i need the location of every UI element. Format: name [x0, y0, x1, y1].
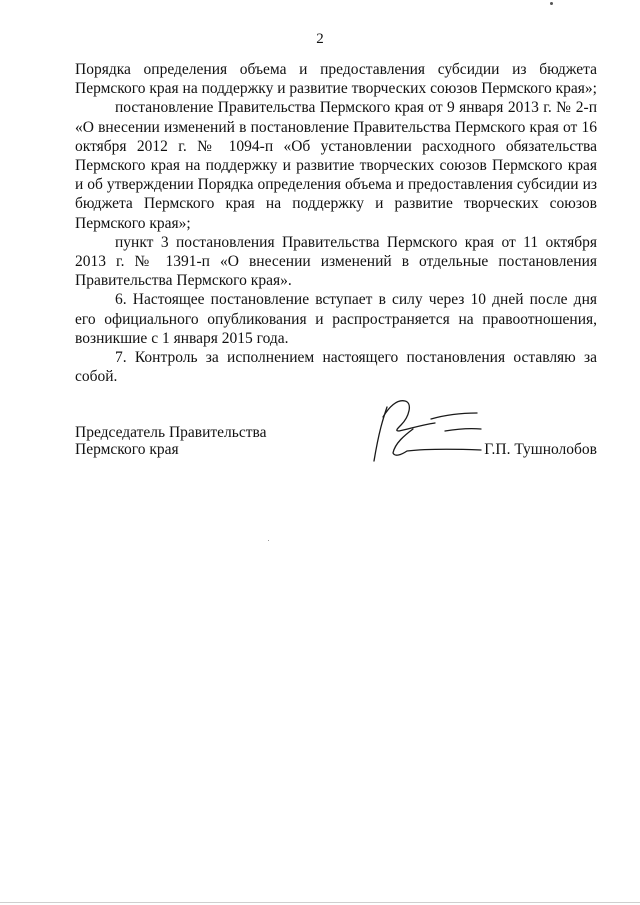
scan-speck: [268, 540, 269, 541]
signature-stroke: [383, 401, 435, 431]
paragraph-resolution-2-p: постановление Правительства Пермского края от 9 января 2013 г. № 2-п «О внесении изменений в постановление Правительства Пермского края от 16 октября 2012 г. № 1094-п «Об установлении расходного обязательства Пермского края на поддержку и развитие творческих союзов Пермского края и об утверждении Порядка определения объема и предоставления субсидии из бюджета Пермского края на поддержку и развитие творческих союзов Пермского края»;: [75, 99, 597, 232]
page-number: 2: [316, 31, 324, 47]
paragraph-continuation: Порядка определения объема и предоставления субсидии из бюджета Пермского края на поддержку и развитие творческих союзов Пермского края»;: [75, 61, 597, 98]
paragraph-item-6: 6. Настоящее постановление вступает в силу через 10 дней после дня его официального опубликования и распространяется на правоотношения, возникшие с 1 января 2015 года.: [75, 291, 597, 347]
document-body: [75, 60, 597, 386]
signature-stroke: [374, 407, 387, 461]
scan-edge: [0, 902, 640, 903]
handwritten-signature: [365, 395, 500, 465]
signature-block: [75, 424, 597, 484]
signature-stroke: [393, 429, 481, 455]
paragraph-resolution-1391-p: пункт 3 постановления Правительства Пермского края от 11 октября 2013 г. № 1391-п «О внесении изменений в отдельные постановления Правительства Пермского края».: [75, 233, 597, 290]
paragraph-item-7: 7. Контроль за исполнением настоящего постановления оставляю за собой.: [75, 349, 597, 386]
signature-stroke: [431, 413, 477, 419]
signatory-name: Г.П. Тушнолобов: [484, 441, 597, 458]
signatory-title: [75, 424, 267, 458]
scan-speck: [550, 2, 553, 5]
signature-stroke: [445, 429, 481, 431]
signatory-title-line1: Председатель Правительства: [75, 424, 267, 441]
signatory-title-line2: Пермского края: [75, 441, 179, 458]
